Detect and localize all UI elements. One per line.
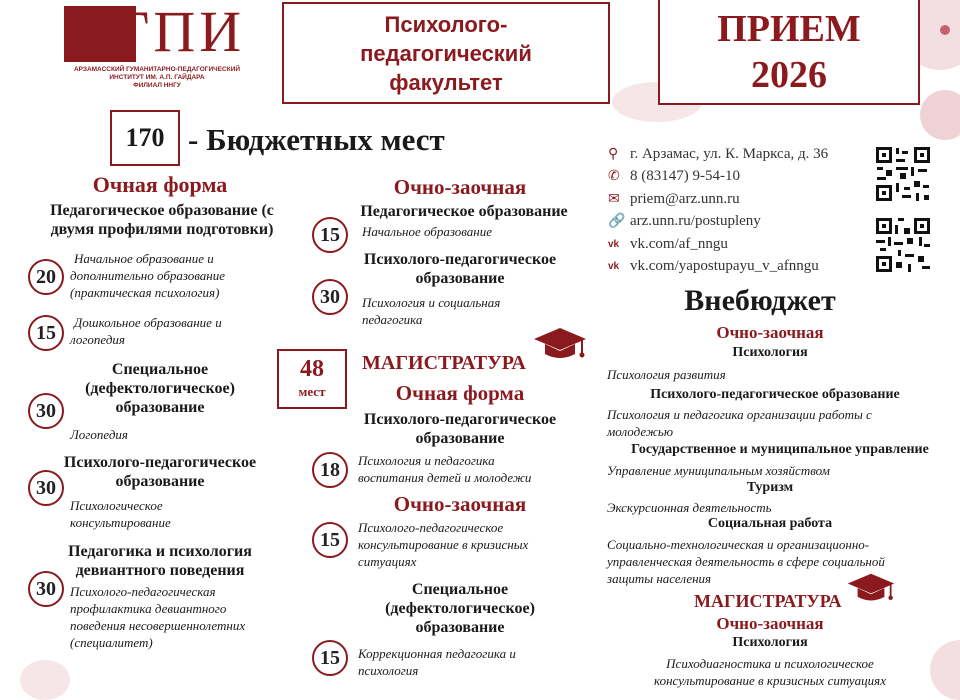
offbudget-p2-text: Психология и педагогика организации работы с молодежью	[607, 407, 872, 439]
profile-text: Психолого-педагогическое консультирование в кризисных ситуациях	[358, 520, 529, 569]
profile-text: Начальное образование	[362, 224, 493, 239]
profile-text: Психология и социальная педагогика	[362, 295, 501, 327]
seats-circle: 20	[28, 259, 64, 295]
offbudget-p5-title: Социальная работа	[707, 516, 833, 531]
decor-circle	[920, 90, 960, 140]
offbudget-p4-title: Туризм	[746, 480, 794, 495]
decor-circle	[940, 25, 950, 35]
profile-text: Коррекционная педагогика и психология	[358, 646, 516, 678]
offbudget-heading: Внебюджет	[684, 284, 836, 317]
graduation-cap-icon	[532, 324, 588, 364]
profile-text: Психологическое консультирование	[70, 498, 171, 530]
faculty-line: Психолого-	[384, 12, 508, 37]
contact-email[interactable]: ✉ priem@arz.unn.ru	[608, 190, 740, 207]
seats-circle: 30	[312, 279, 348, 315]
offbudget-masters: МАГИСТРАТУРА	[694, 591, 842, 611]
left-program4-title: Педагогика и психология девиантного поведения	[68, 543, 252, 579]
budget-count: 170	[125, 123, 165, 152]
seats-circle: 15	[312, 640, 348, 676]
masters-count-label: мест	[298, 384, 326, 399]
link-icon: 🔗	[608, 214, 626, 230]
masters-count-box	[277, 349, 347, 409]
vk-icon: vk	[608, 238, 620, 250]
contact-phone[interactable]: ✆ 8 (83147) 9-54-10	[608, 168, 740, 185]
qr-code-icon[interactable]	[874, 216, 932, 274]
middle-program2-title: Психолого-педагогическое образование	[363, 251, 557, 287]
seats-circle: 30	[28, 571, 64, 607]
profile-text: Психология и педагогика воспитания детей и молодежи	[358, 453, 532, 485]
admission-year: 2026	[751, 54, 827, 96]
contact-vk-1[interactable]: vk vk.com/af_nngu	[608, 235, 728, 252]
profile-text: Дошкольное образование и логопедия	[70, 315, 222, 347]
left-heading: Очная форма	[92, 172, 228, 197]
masters-count: 48	[300, 356, 324, 382]
admission-box	[658, 0, 920, 105]
offbudget-p3-text: Управление муниципальным хозяйством	[607, 463, 830, 478]
offbudget-p5-text: Социально-технологическая и организационно- управленческая деятельность в сфере социальной защиты населения	[607, 537, 885, 586]
left-program2-title: Специальное (дефектологическое) образование	[85, 361, 235, 416]
mail-icon: ✉	[608, 191, 620, 207]
profile-text: Логопедия	[70, 427, 128, 442]
seats-circle: 15	[312, 522, 348, 558]
middle-heading: Очно-заочная	[393, 175, 527, 199]
middle-program3-title: Психолого-педагогическое образование	[363, 411, 557, 447]
admission-title: ПРИЕМ	[717, 8, 861, 50]
middle-program4-title: Специальное (дефектологическое) образование	[385, 581, 535, 636]
phone-icon: ✆	[608, 169, 620, 185]
faculty-line: факультет	[389, 70, 503, 95]
offbudget-masters-form: Очно-заочная	[716, 614, 824, 633]
qr-code-icon[interactable]	[874, 145, 932, 203]
middle-program1-title: Педагогическое образование	[360, 203, 568, 220]
left-program1-title: Педагогическое образование (с двумя профилями подготовки)	[50, 202, 274, 238]
offbudget-p3-title: Государственное и муниципальное управление	[631, 442, 929, 457]
offbudget-masters-p-text: Психодиагностика и психологическое консультирование в кризисных ситуациях	[654, 656, 886, 688]
contacts	[608, 143, 868, 278]
offbudget-p1-text: Психология развития	[607, 367, 726, 382]
profile-text: Психолого-педагогическая профилактика девиантного поведения несовершеннолетних (специалитет)	[70, 584, 246, 650]
seats-circle: 18	[312, 452, 348, 488]
logo-mark	[64, 0, 250, 64]
profile-text: Начальное образование и дополнительно образование (практическая психология)	[70, 251, 226, 300]
decor-circle	[20, 660, 70, 700]
budget-label: - Бюджетных мест	[188, 122, 445, 157]
vk-icon: vk	[608, 261, 620, 273]
offbudget-part-time: Очно-заочная	[716, 323, 824, 342]
offbudget-p2-title: Психолого-педагогическое образование	[650, 387, 900, 402]
contact-address: ⚲ г. Арзамас, ул. К. Маркса, д. 36	[608, 145, 829, 162]
masters-heading: МАГИСТРАТУРА	[362, 352, 526, 374]
decor-circle	[930, 640, 960, 700]
middle-part-time-heading: Очно-заочная	[393, 492, 527, 516]
seats-circle: 15	[312, 217, 348, 253]
contact-website[interactable]: 🔗 arz.unn.ru/postupleny	[608, 213, 761, 230]
budget-count-box	[110, 110, 180, 166]
offbudget-masters-p-title: Психология	[732, 635, 808, 650]
left-program3-title: Психолого-педагогическое образование	[63, 454, 257, 490]
offbudget-p4-text: Экскурсионная деятельность	[607, 500, 772, 515]
seats-circle: 15	[28, 315, 64, 351]
contact-vk-2[interactable]: vk vk.com/yapostupayu_v_afnngu	[608, 258, 819, 275]
location-icon: ⚲	[608, 146, 619, 162]
graduation-cap-icon	[846, 570, 896, 606]
faculty-box	[282, 2, 610, 104]
masters-full-time: Очная форма	[395, 381, 525, 405]
seats-circle: 30	[28, 393, 64, 429]
seats-circle: 30	[28, 470, 64, 506]
offbudget-p1-title: Психология	[732, 345, 808, 360]
logo-caption: АРЗАМАССКИЙ ГУМАНИТАРНО-ПЕДАГОГИЧЕСКИЙ ИНСТИТУТ ИМ. А.П. ГАЙДАРА ФИЛИАЛ ННГУ	[73, 66, 241, 89]
logo-letters: АГПИ	[70, 0, 246, 64]
faculty-line: педагогический	[360, 41, 532, 66]
